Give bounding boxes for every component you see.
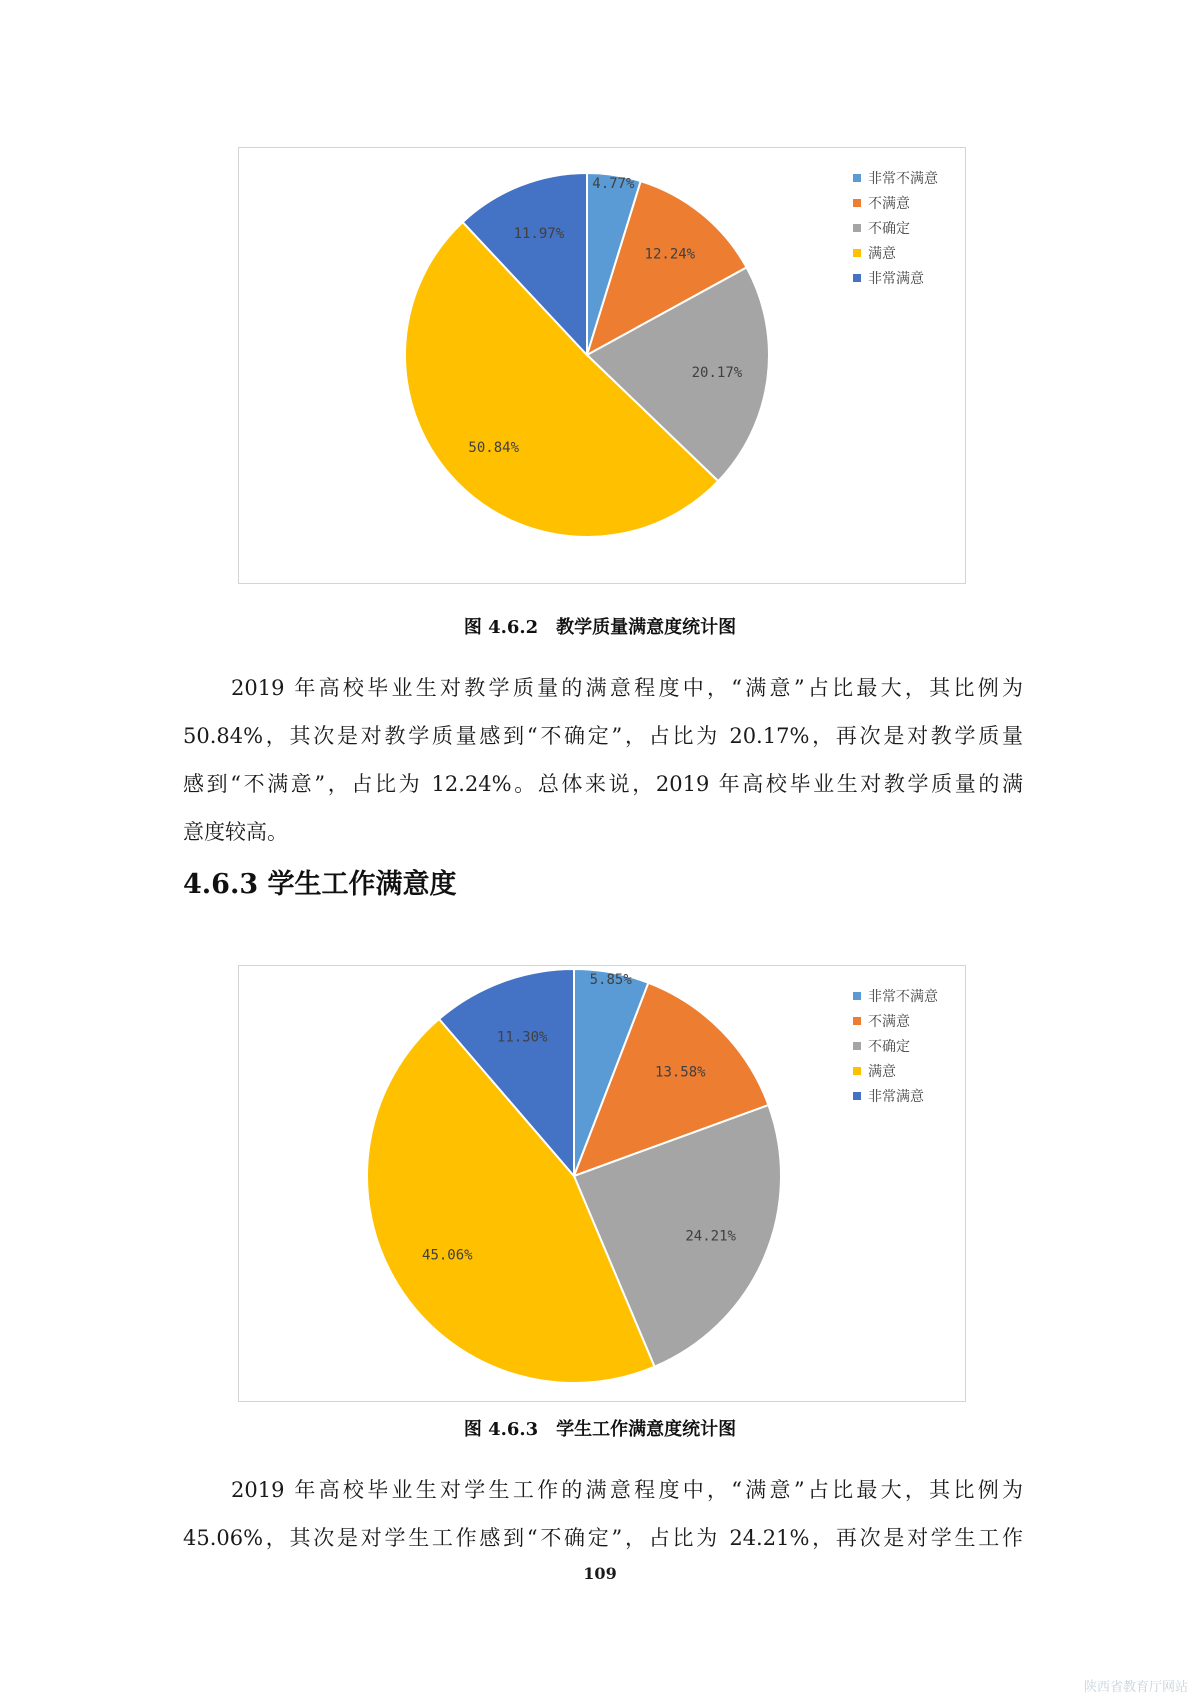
watermark: 陕西省教育厅网站 [1083, 1680, 1188, 1695]
legend-item [853, 215, 938, 240]
slice-data-label: 12.24% [644, 246, 696, 263]
slice-data-label: 24.21% [685, 1228, 736, 1245]
chart-legend [853, 983, 938, 1108]
slice-data-label: 20.17% [691, 365, 743, 382]
slice-data-label: 50.84% [468, 440, 520, 457]
legend-label: 不确定 [868, 1038, 910, 1055]
paragraph-line: 感到“不满意”，占比为 12.24%。总体来说，2019 年高校毕业生对教学质量的满 [183, 772, 1023, 796]
legend-item [853, 265, 938, 290]
page-number: 109 [583, 1564, 617, 1583]
figure-caption: 图 4.6.2 教学质量满意度统计图 [463, 617, 737, 638]
legend-item [853, 1083, 938, 1108]
paragraph-student-work [183, 1466, 1023, 1562]
legend-swatch [853, 1017, 861, 1025]
legend-label: 满意 [868, 245, 896, 262]
paragraph-line: 50.84%，其次是对教学质量感到“不确定”，占比为 20.17%，再次是对教学质量 [183, 724, 1023, 748]
legend-label: 非常不满意 [868, 988, 938, 1005]
legend-label: 满意 [868, 1063, 896, 1080]
paragraph-teaching-quality [183, 664, 1023, 856]
paragraph-line: 45.06%，其次是对学生工作感到“不确定”，占比为 24.21%，再次是对学生工作 [183, 1526, 1023, 1550]
legend-swatch [853, 1067, 861, 1075]
legend-item [853, 983, 938, 1008]
legend-item [853, 1008, 938, 1033]
chart-student-work [238, 965, 966, 1402]
legend-swatch [853, 224, 861, 232]
slice-data-label: 5.85% [589, 972, 632, 988]
legend-item [853, 165, 938, 190]
legend-item [853, 1033, 938, 1058]
legend-label: 非常满意 [868, 1088, 924, 1105]
figure-caption: 图 4.6.3 学生工作满意度统计图 [463, 1419, 737, 1440]
legend-item [853, 240, 938, 265]
legend-swatch [853, 1092, 861, 1100]
slice-data-label: 11.30% [496, 1029, 548, 1046]
legend-label: 不满意 [868, 195, 910, 212]
chart-teaching-quality [238, 147, 966, 584]
legend-item [853, 1058, 938, 1083]
legend-swatch [853, 274, 861, 282]
legend-label: 非常不满意 [868, 170, 938, 187]
legend-swatch [853, 249, 861, 257]
paragraph-line: 意度较高。 [183, 820, 288, 844]
legend-swatch [853, 992, 861, 1000]
legend-swatch [853, 199, 861, 207]
paragraph-line: 2019 年高校毕业生对学生工作的满意程度中，“满意”占比最大，其比例为 [231, 1478, 1023, 1502]
slice-data-label: 4.77% [592, 176, 635, 192]
slice-data-label: 11.97% [513, 226, 565, 243]
legend-label: 不满意 [868, 1013, 910, 1030]
legend-label: 非常满意 [868, 270, 924, 287]
legend-item [853, 190, 938, 215]
slice-data-label: 13.58% [655, 1064, 706, 1081]
legend-swatch [853, 1042, 861, 1050]
paragraph-line: 2019 年高校毕业生对教学质量的满意程度中，“满意”占比最大，其比例为 [231, 676, 1023, 700]
chart-legend [853, 165, 938, 290]
legend-label: 不确定 [868, 220, 910, 237]
legend-swatch [853, 174, 861, 182]
slice-data-label: 45.06% [422, 1247, 473, 1264]
section-heading: 4.6.3 学生工作满意度 [183, 869, 457, 900]
